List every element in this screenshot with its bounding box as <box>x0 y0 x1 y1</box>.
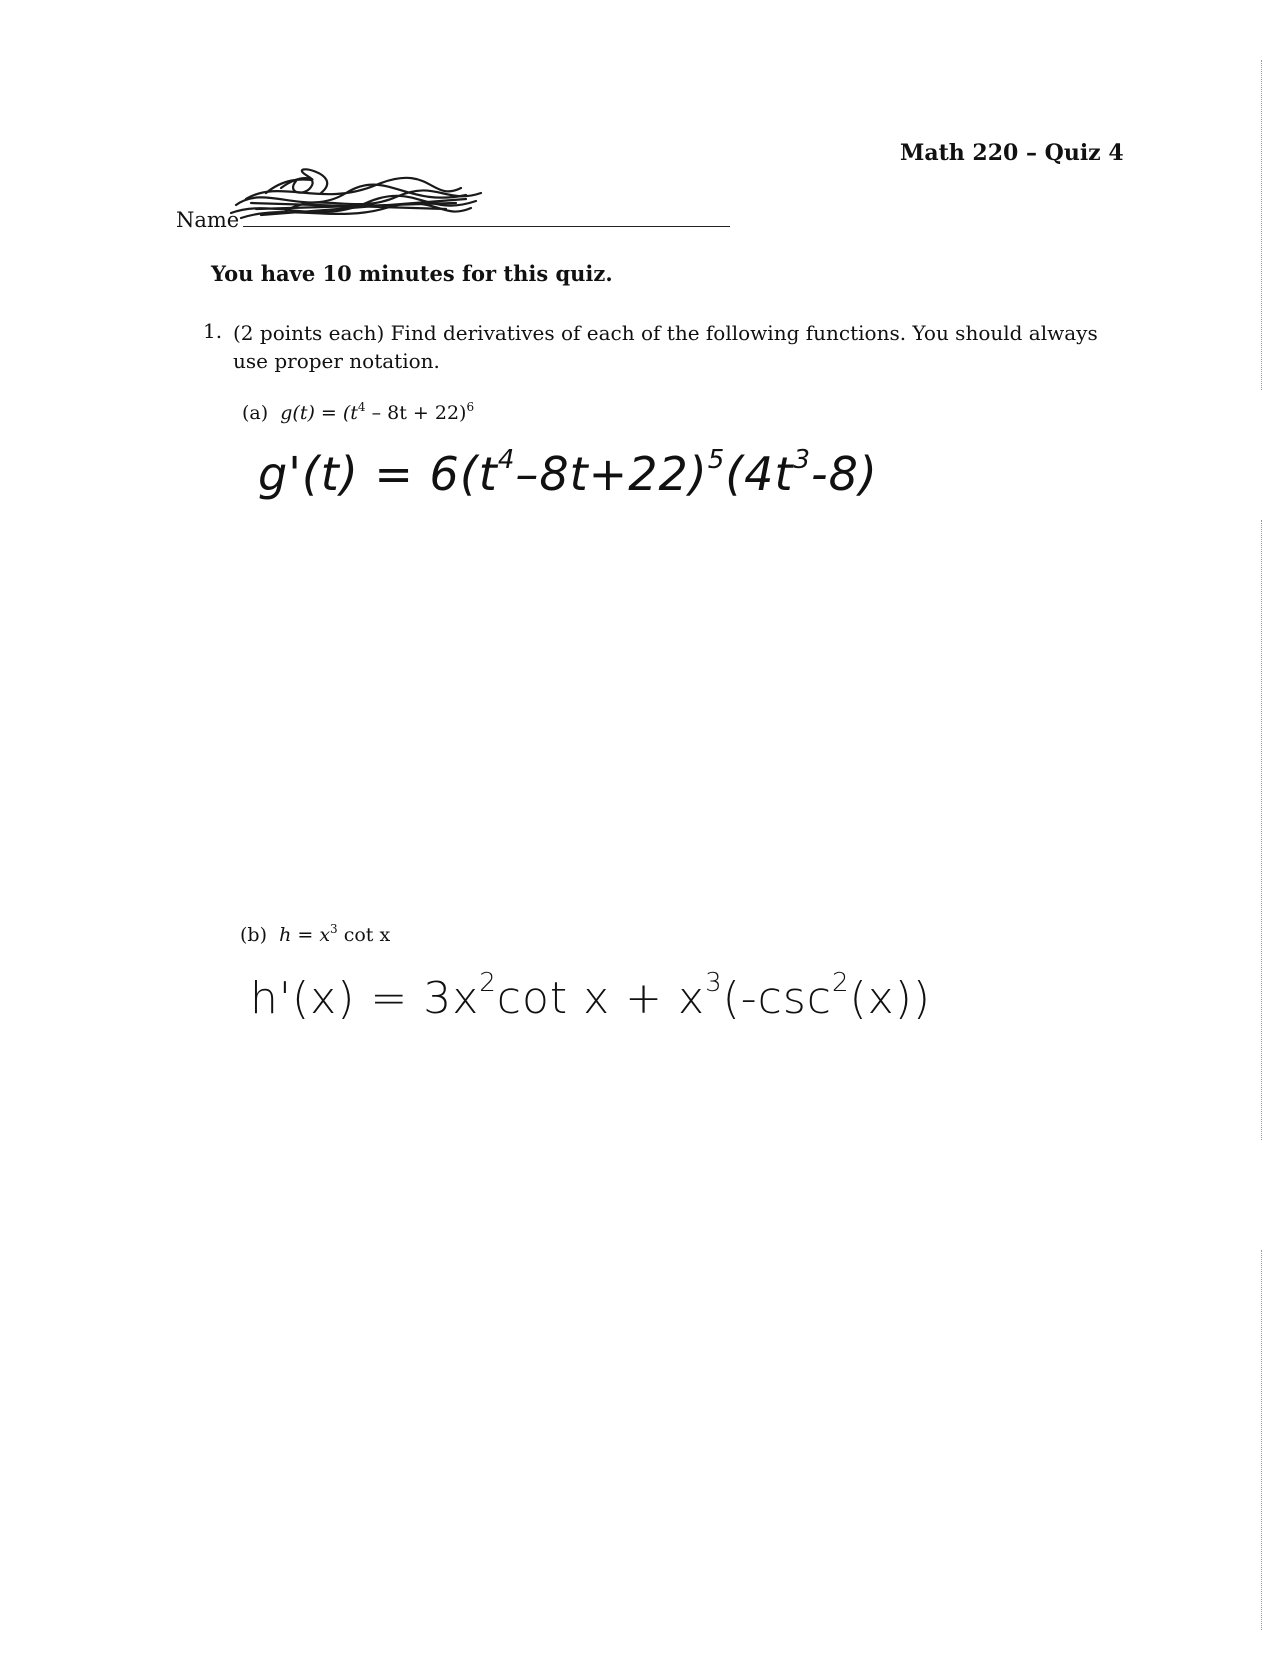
part-a-exp6: 6 <box>466 400 475 414</box>
time-instructions: You have 10 minutes for this quiz. <box>211 261 613 286</box>
scan-edge-artifact <box>1261 1250 1264 1630</box>
part-b-label: (b) <box>240 924 267 946</box>
part-a-label: (a) <box>242 402 269 424</box>
answer-b-paren: (-csc <box>722 973 832 1024</box>
scan-edge-artifact <box>1261 520 1264 1140</box>
answer-a-rest: (4t <box>725 447 794 501</box>
course-title: Math 220 – Quiz 4 <box>900 140 1124 166</box>
answer-a-exp5: 5 <box>707 445 726 475</box>
answer-b-end: (x)) <box>849 973 932 1024</box>
part-a-function <box>242 400 474 424</box>
scan-edge-artifact <box>1261 60 1264 390</box>
answer-b-lhs: h'(x) = 3x <box>250 973 480 1024</box>
problem-number: 1. <box>203 319 223 343</box>
answer-b-exp2b: 2 <box>831 968 850 998</box>
answer-b-exp2: 2 <box>479 968 497 998</box>
part-b-function <box>240 922 390 946</box>
part-a-mid: – 8t + 22) <box>365 402 467 424</box>
part-b-lhs: h = x <box>279 924 331 946</box>
answer-a-mid: –8t+22) <box>515 447 708 501</box>
part-b-handwritten-answer <box>250 968 931 1024</box>
part-a-exp4: 4 <box>357 400 366 414</box>
answer-a-lhs: g'(t) = 6(t <box>258 447 498 501</box>
part-b-rest: cot x <box>337 924 391 946</box>
answer-a-exp4: 4 <box>497 445 516 475</box>
part-a-lhs: g(t) = (t <box>280 402 358 424</box>
part-a-handwritten-answer <box>258 445 878 501</box>
answer-a-end: -8) <box>811 447 878 501</box>
problem-statement: (2 points each) Find derivatives of each of the following functions. You should always use proper notation. <box>233 321 1098 373</box>
answer-b-mid: cot x + x <box>496 973 706 1024</box>
name-label: Name <box>176 208 240 232</box>
part-b-exp3: 3 <box>330 922 338 936</box>
answer-a-exp3: 3 <box>793 445 812 475</box>
redaction-scribble <box>226 163 486 233</box>
answer-b-exp3: 3 <box>705 968 723 998</box>
